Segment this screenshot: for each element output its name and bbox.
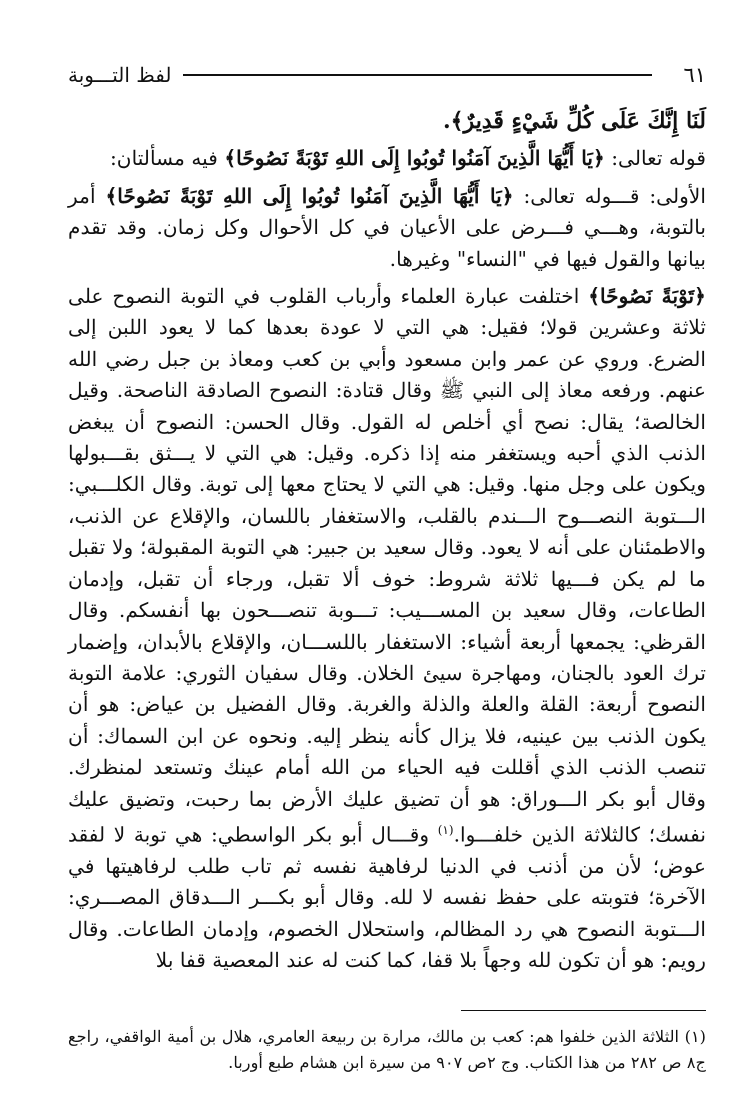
quran-verse: ﴿يَا أَيُّهَا الَّذِينَ آمَنُوا تُوبُوا إِلَى اللهِ تَوْبَةً نَصُوحًا﴾: [224, 146, 605, 171]
paragraph-1: [68, 143, 706, 174]
running-title: لفظ التـــوبة: [68, 63, 172, 87]
paragraph-1-rest: فيه مسألتان:: [109, 146, 225, 171]
quran-verse: ﴿تَوْبَةً نَصُوحًا﴾: [588, 284, 706, 309]
footnote-reference: (١): [437, 822, 454, 837]
book-page: [68, 58, 706, 1078]
paragraph-2-rest: أمر بالتوبة، وهـــي فـــرض على الأعيان في كل الأحوال وكل زمان. وقد تقدم بيانها والقول فيها في "النساء" وغيرها.: [68, 183, 706, 271]
page-header: [68, 58, 706, 92]
quran-verse: ﴿يَا أَيُّهَا الَّذِينَ آمَنُوا تُوبُوا إِلَى اللهِ تَوْبَةً نَصُوحًا﴾: [105, 183, 514, 208]
footnote-divider: [461, 1010, 706, 1011]
paragraph-3-text-a: اختلفت عبارة العلماء وأرباب القلوب في التوبة النصوح على ثلاثة وعشرين قولا؛ فقيل: هي التي لا عودة بعدها كما لا يعود اللبن إلى الضرع. وروي عن عمر وابن مسعود وأبي بن كعب ومعاذ بن جبل رضي الله عنهم. ورفعه معاذ إلى النبي ﷺ وقال قتادة: النصوح الصادقة الناصحة. وقيل الخالصة؛ يقال: نصح أي أخلص له القول. وقال الحسن: النصوح أن يبغض الذنب الذي أحبه ويستغفر منه إذا ذكره. وقيل: هي التي لا يـــثق بقـــبولها ويكون على وجل منها. وقيل: هي التي لا يحتاج معها إلى توبة. وقال الكلـــبي: الـــتوبة النصـــوح الـــندم بالقلب، والاستغفار باللسان، والإقلاع عن الذنب، والاطمئنان على أنه لا يعود. وقال سعيد بن جبير: هي التوبة المقبولة؛ ولا تقبل ما لم يكن فـــيها ثلاثة شروط: خوف ألا تقبل، ورجاء أن تقبل، وإدمان الطاعات، وقال سعيد بن المســـيب: تـــوبة تنصـــحون بها أنفسكم. وقال القرظي: يجمعها أربعة أشياء: الاستغفار باللســـان، والإقلاع بالأبدان، وإضمار ترك العود بالجنان، ومهاجرة سيئ الخلان. وقال سفيان الثوري: علامة التوبة النصوح أربعة: القلة والعلة والذلة والغربة. وقال الفضيل بن عياض: هو أن يكون الذنب بين عينيه، فلا يزال كأنه ينظر إليه. ونحوه عن ابن السماك: أن تنصب الذنب الذي أقللت فيه الحياء من الله أمام عينك وتستعد لمنظرك. وقال أبو بكر الـــوراق: هو أن تضيق عليك الأرض بما رحبت، وتضيق عليك نفسك؛ كالثلاثة الذين خلفـــوا.: [68, 284, 706, 847]
page-number: ٦١: [683, 63, 706, 87]
body-text: [68, 106, 706, 977]
paragraph-2-lead: الأولى: قـــوله تعالى:: [513, 183, 706, 208]
paragraph-3-text-b: وقـــال أبو بكر الواسطي: هي توبة لا لفقد عوض؛ لأن من أذنب في الدنيا لرفاهية نفسه ثم تاب طلب لرفاهيتها في الآخرة؛ فتوبته على حفظ نفسه لا لله. وقال أبو بكـــر الـــدقاق المصـــري: الـــتوبة النصوح هي رد المظالم، واستحلال الخصوم، وإدمان الطاعات. وقال رويم: هو أن تكون لله وجهاً بلا قفا، كما كنت له عند المعصية قفا بلا: [68, 822, 706, 973]
header-rule: [183, 74, 652, 76]
footnote: (١) الثلاثة الذين خلفوا هم: كعب بن مالك، مرارة بن ربيعة العامري، هلال بن أمية الواقفي، راجع ج٨ ص ٢٨٢ من هذا الكتاب. وج ٢ص ٩٠٧ من سيرة ابن هشام طبع أوربا.: [68, 1027, 706, 1072]
paragraph-2: [68, 181, 706, 275]
verse-continuation: لَنَا إِنَّكَ عَلَى كُلِّ شَيْءٍ قَدِيرٌ﴾.: [443, 108, 706, 134]
paragraph-1-lead: قوله تعالى:: [604, 146, 706, 171]
paragraph-3: [68, 281, 706, 977]
